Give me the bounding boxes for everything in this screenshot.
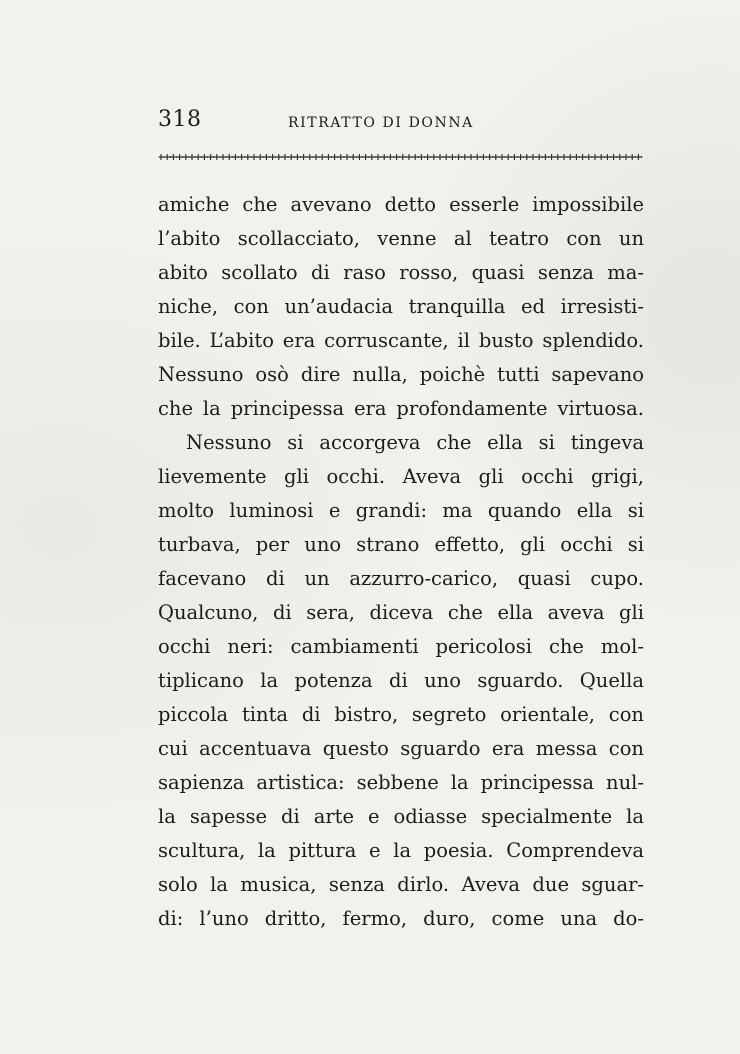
ornament-motif (475, 154, 481, 160)
ornament-motif (574, 154, 580, 160)
ornament-motif (171, 154, 177, 160)
ornament-motif (537, 154, 543, 160)
ornament-motif (549, 154, 555, 160)
text-line: l’abito scollacciato, venne al teatro con un (158, 227, 644, 250)
ornament-motif (469, 154, 475, 160)
ornament-motif (376, 154, 382, 160)
text-line: sapienza artistica: sebbene la principessa nul- (158, 771, 644, 794)
text-line: turbava, per uno strano effetto, gli occhi si (158, 533, 644, 556)
ornament-motif (438, 154, 444, 160)
text-line: Nessuno osò dire nulla, poichè tutti sapevano (158, 363, 644, 386)
text-line: facevano di un azzurro-carico, quasi cupo. (158, 567, 644, 590)
ornament-motif (165, 154, 171, 160)
text-line-paragraph-start: Nessuno si accorgeva che ella si tingeva (186, 431, 644, 454)
ornament-motif (338, 154, 344, 160)
ornament-motif (524, 154, 530, 160)
ornament-motif (295, 154, 301, 160)
text-line: piccola tinta di bistro, segreto orientale, con (158, 703, 644, 726)
ornament-motif (617, 154, 623, 160)
ornament-motif (462, 154, 468, 160)
ornament-motif (301, 154, 307, 160)
ornament-motif (531, 154, 537, 160)
ornament-motif (196, 154, 202, 160)
ornament-motif (568, 154, 574, 160)
ornament-motif (593, 154, 599, 160)
ornament-motif (239, 154, 245, 160)
page-number: 318 (158, 107, 202, 132)
ornament-motif (624, 154, 630, 160)
text-line: occhi neri: cambiamenti pericolosi che mol- (158, 635, 644, 658)
ornament-motif (611, 154, 617, 160)
ornament-motif (630, 154, 636, 160)
ornament-motif (345, 154, 351, 160)
ornament-motif (444, 154, 450, 160)
page-header (158, 107, 644, 137)
ornament-motif (307, 154, 313, 160)
text-line: scultura, la pittura e la poesia. Comprendeva (158, 839, 644, 862)
ornament-motif (493, 154, 499, 160)
text-line: molto luminosi e grandi: ma quando ella si (158, 499, 644, 522)
ornament-motif (227, 154, 233, 160)
text-line: tiplicano la potenza di uno sguardo. Quella (158, 669, 644, 692)
text-line: bile. L’abito era corruscante, il busto splendido. (158, 329, 644, 352)
ornament-motif (500, 154, 506, 160)
ornament-motif (487, 154, 493, 160)
ornament-motif (413, 154, 419, 160)
ornament-motif (543, 154, 549, 160)
ornament-motif (400, 154, 406, 160)
ornament-motif (407, 154, 413, 160)
ornament-motif (518, 154, 524, 160)
ornament-motif (586, 154, 592, 160)
ornament-motif (183, 154, 189, 160)
ornament-motif (431, 154, 437, 160)
ornament-motif (283, 154, 289, 160)
ornament-motif (599, 154, 605, 160)
ornament-motif (357, 154, 363, 160)
ornament-motif (363, 154, 369, 160)
ornament-motif (351, 154, 357, 160)
ornament-motif (202, 154, 208, 160)
ornament-motif (332, 154, 338, 160)
body-text (158, 188, 644, 936)
text-line: cui accentuava questo sguardo era messa con (158, 737, 644, 760)
ornament-motif (314, 154, 320, 160)
ornament-motif (252, 154, 258, 160)
ornamental-rule (158, 150, 644, 164)
ornament-motif (382, 154, 388, 160)
ornament-motif (562, 154, 568, 160)
ornament-motif (512, 154, 518, 160)
ornament-motif (214, 154, 220, 160)
text-line: la sapesse di arte e odiasse specialmente la (158, 805, 644, 828)
ornament-motif (264, 154, 270, 160)
ornament-motif (506, 154, 512, 160)
text-line: amiche che avevano detto esserle impossibile (158, 193, 644, 216)
ornament-motif (208, 154, 214, 160)
ornament-motif (419, 154, 425, 160)
ornament-motif (270, 154, 276, 160)
ornament-motif (388, 154, 394, 160)
ornament-motif (320, 154, 326, 160)
text-line: solo la musica, senza dirlo. Aveva due sguar- (158, 873, 644, 896)
ornament-motif (450, 154, 456, 160)
ornament-motif (258, 154, 264, 160)
ornament-motif (394, 154, 400, 160)
text-line: che la principessa era profondamente virtuosa. (158, 397, 644, 420)
ornament-motif (233, 154, 239, 160)
text-line: abito scollato di raso rosso, quasi senza ma- (158, 261, 644, 284)
ornament-motif (456, 154, 462, 160)
ornament-motif (481, 154, 487, 160)
ornament-motif (580, 154, 586, 160)
text-line: niche, con un’audacia tranquilla ed irresisti- (158, 295, 644, 318)
ornament-motif (605, 154, 611, 160)
text-line: Qualcuno, di sera, diceva che ella aveva gli (158, 601, 644, 624)
ornament-motif (326, 154, 332, 160)
ornament-motif (221, 154, 227, 160)
ornament-motif (425, 154, 431, 160)
ornament-motif (276, 154, 282, 160)
ornament-motif (190, 154, 196, 160)
ornament-motif (555, 154, 561, 160)
ornament-motif (245, 154, 251, 160)
text-line: lievemente gli occhi. Aveva gli occhi grigi, (158, 465, 644, 488)
running-title: RITRATTO DI DONNA (288, 115, 474, 131)
ornament-motif (177, 154, 183, 160)
text-line: di: l’uno dritto, fermo, duro, come una do- (158, 907, 644, 930)
ornament-motif (369, 154, 375, 160)
ornament-motif (636, 154, 642, 160)
ornament-motif (159, 154, 165, 160)
ornament-motif (289, 154, 295, 160)
